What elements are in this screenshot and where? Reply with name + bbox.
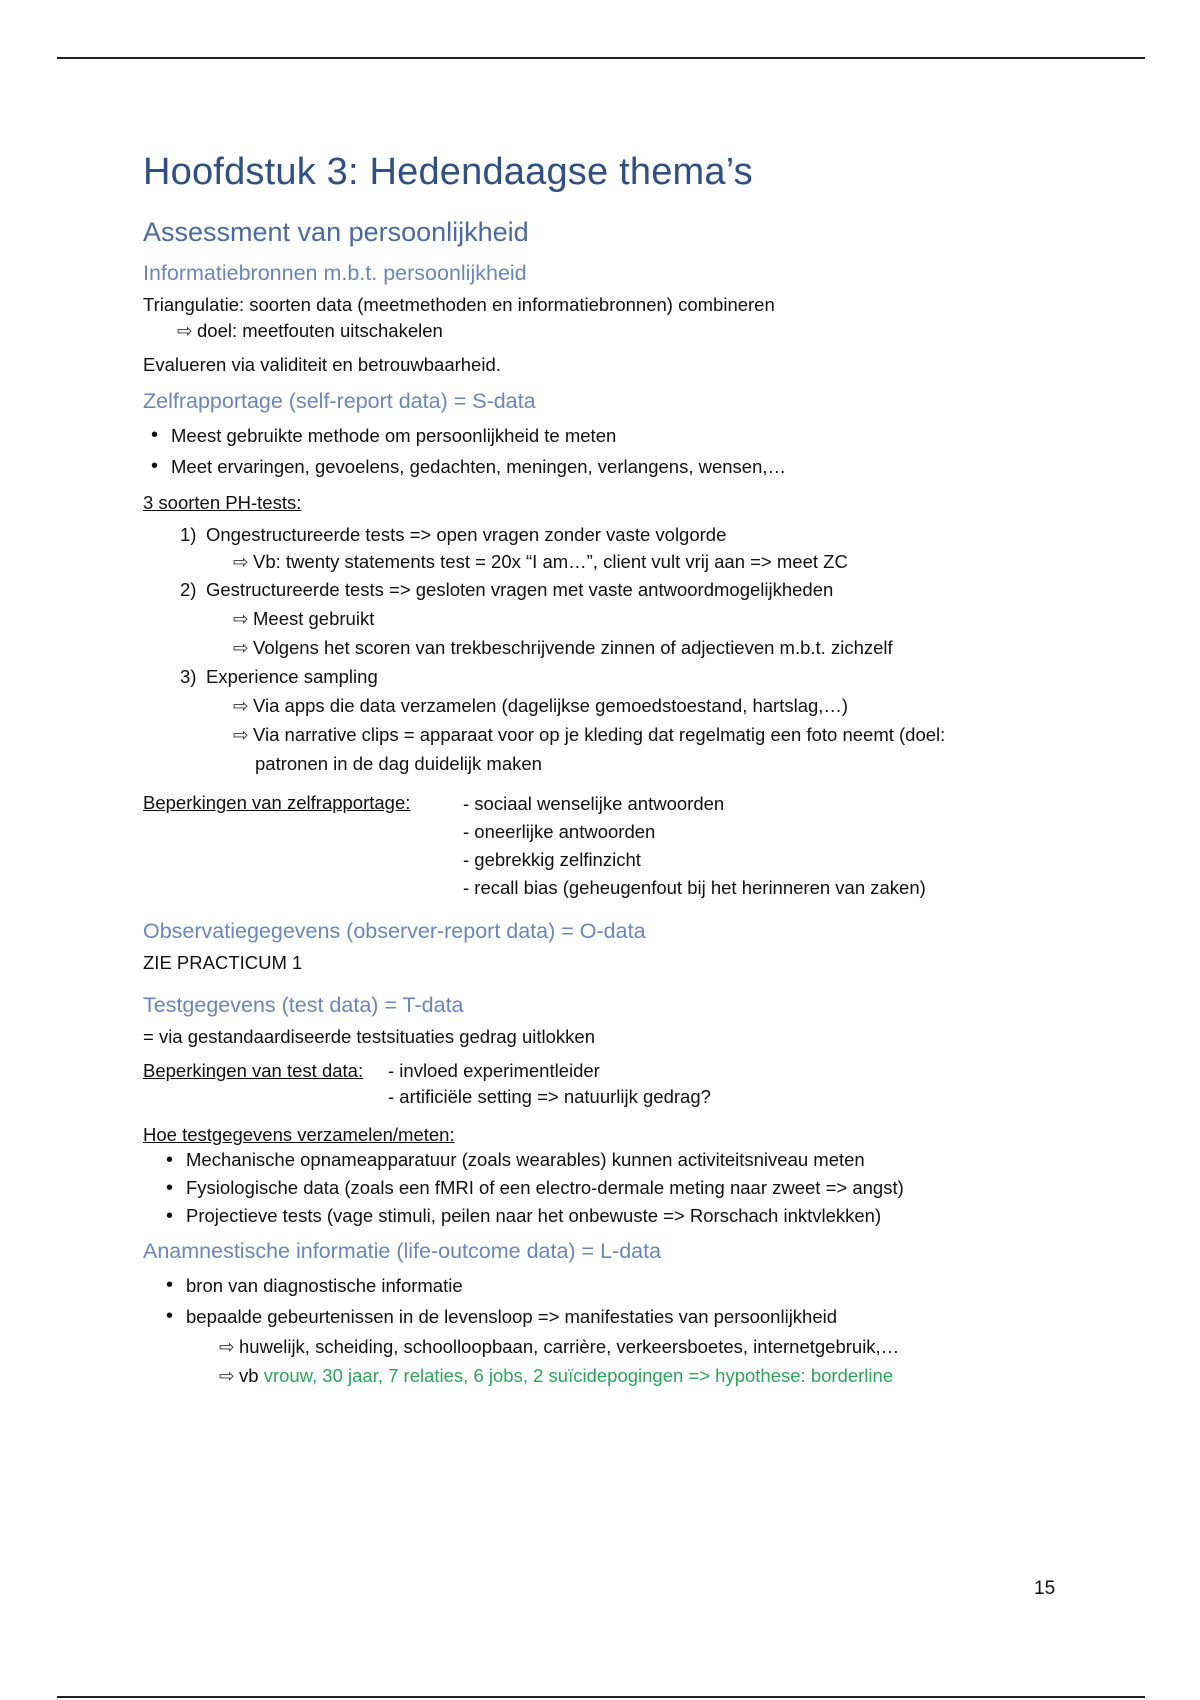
ldata-sub1: ⇨ huwelijk, scheiding, schoolloopbaan, carrière, verkeersboetes, internetgebruik,… <box>143 1332 1073 1361</box>
evalueren-text: Evalueren via validiteit en betrouwbaarheid. <box>143 354 501 375</box>
bottom-rule <box>57 1696 1145 1698</box>
limit-item: - sociaal wenselijke antwoorden <box>463 793 725 814</box>
test2-sub: ⇨ Meest gebruikt <box>143 604 1073 633</box>
tests-list <box>143 520 1073 549</box>
arrow-right-icon: ⇨ <box>177 320 193 341</box>
list-item: 2) Gestructureerde tests => gesloten vragen met vaste antwoordmogelijkheden <box>180 579 834 600</box>
list-item: • Fysiologische data (zoals een fMRI of een electro-dermale meting naar zweet => angst) <box>186 1174 1073 1202</box>
collect-title: Hoe testgegevens verzamelen/meten: <box>143 1124 455 1145</box>
tdata-heading: Testgegevens (test data) = T-data <box>143 993 464 1017</box>
list-item: 3) Experience sampling <box>180 666 378 687</box>
arrow-right-icon: ⇨ <box>233 724 249 745</box>
top-rule <box>57 57 1145 59</box>
limit-item: - recall bias (geheugenfout bij het herinneren van zaken) <box>463 877 926 898</box>
triangulatie-text: Triangulatie: soorten data (meetmethoden en informatiebronnen) combineren <box>143 294 775 315</box>
limit-item: - gebrekkig zelfinzicht <box>463 849 641 870</box>
limit-item: - invloed experimentleider <box>388 1060 600 1081</box>
tdata-text: = via gestandaardiseerde testsituaties gedrag uitlokken <box>143 1026 595 1047</box>
sdata-limits <box>143 790 1073 902</box>
tests-title: 3 soorten PH-tests: <box>143 492 302 513</box>
sdata-heading: Zelfrapportage (self-report data) = S-data <box>143 389 536 413</box>
arrow-right-icon: ⇨ <box>233 695 249 716</box>
limit-item: - artificiële setting => natuurlijk gedrag? <box>388 1086 711 1107</box>
list-item: 1) Ongestructureerde tests => open vragen zonder vaste volgorde <box>180 524 727 545</box>
list-item: • Meet ervaringen, gevoelens, gedachten, meningen, verlangens, wensen,… <box>171 451 1073 482</box>
limits-title: Beperkingen van test data: <box>143 1060 364 1081</box>
test3-sub: ⇨ Via apps die data verzamelen (dagelijkse gemoedstoestand, hartslag,…) <box>143 691 1073 720</box>
page-content <box>143 148 1073 1390</box>
chapter-title: Hoofdstuk 3: Hedendaagse thema’s <box>143 151 753 193</box>
list-item: • Projectieve tests (vage stimuli, peilen naar het onbewuste => Rorschach inktvlekken) <box>186 1202 1073 1230</box>
limits-title: Beperkingen van zelfrapportage: <box>143 792 411 813</box>
section-title: Assessment van persoonlijkheid <box>143 217 529 247</box>
arrow-right-icon: ⇨ <box>233 608 249 629</box>
list-item: • bepaalde gebeurtenissen in de levensloop => manifestaties van persoonlijkheid <box>186 1301 1073 1332</box>
subsection-sources: Informatiebronnen m.b.t. persoonlijkheid <box>143 261 527 285</box>
ldata-heading: Anamnestische informatie (life-outcome data) = L-data <box>143 1239 662 1263</box>
odata-heading: Observatiegegevens (observer-report data) = O-data <box>143 919 646 943</box>
test3-sub-cont: patronen in de dag duidelijk maken <box>255 753 542 774</box>
arrow-right-icon: ⇨ <box>233 551 249 572</box>
arrow-right-icon: ⇨ <box>219 1365 235 1386</box>
test3-sub: ⇨ Via narrative clips = apparaat voor op je kleding dat regelmatig een foto neemt (doel: <box>143 720 1073 749</box>
test1-sub: ⇨ Vb: twenty statements test = 20x “I am…”, client vult vrij aan => meet ZC <box>143 549 1073 575</box>
list-item: • Mechanische opnameapparatuur (zoals wearables) kunnen activiteitsniveau meten <box>186 1146 1073 1174</box>
test2-sub: ⇨ Volgens het scoren van trekbeschrijvende zinnen of adjectieven m.b.t. zichzelf <box>143 633 1073 662</box>
arrow-right-icon: ⇨ <box>233 637 249 658</box>
example-green-text: vrouw, 30 jaar, 7 relaties, 6 jobs, 2 suïcidepogingen => hypothese: borderline <box>263 1365 894 1386</box>
limit-item: - oneerlijke antwoorden <box>463 821 656 842</box>
arrow-right-icon: ⇨ <box>219 1336 235 1357</box>
ldata-bullets <box>143 1270 1073 1332</box>
ldata-sub2: ⇨ vb vrouw, 30 jaar, 7 relaties, 6 jobs, 2 suïcidepogingen => hypothese: borderline <box>143 1361 1073 1390</box>
page-number: 15 <box>1034 1578 1056 1599</box>
odata-text: ZIE PRACTICUM 1 <box>143 952 303 973</box>
triangulatie-doel: ⇨ doel: meetfouten uitschakelen <box>143 318 1073 344</box>
collect-list <box>143 1146 1073 1230</box>
sdata-bullets <box>143 420 1073 482</box>
list-item: • Meest gebruikte methode om persoonlijkheid te meten <box>171 420 1073 451</box>
tdata-limits <box>143 1058 1073 1110</box>
list-item: • bron van diagnostische informatie <box>186 1270 1073 1301</box>
